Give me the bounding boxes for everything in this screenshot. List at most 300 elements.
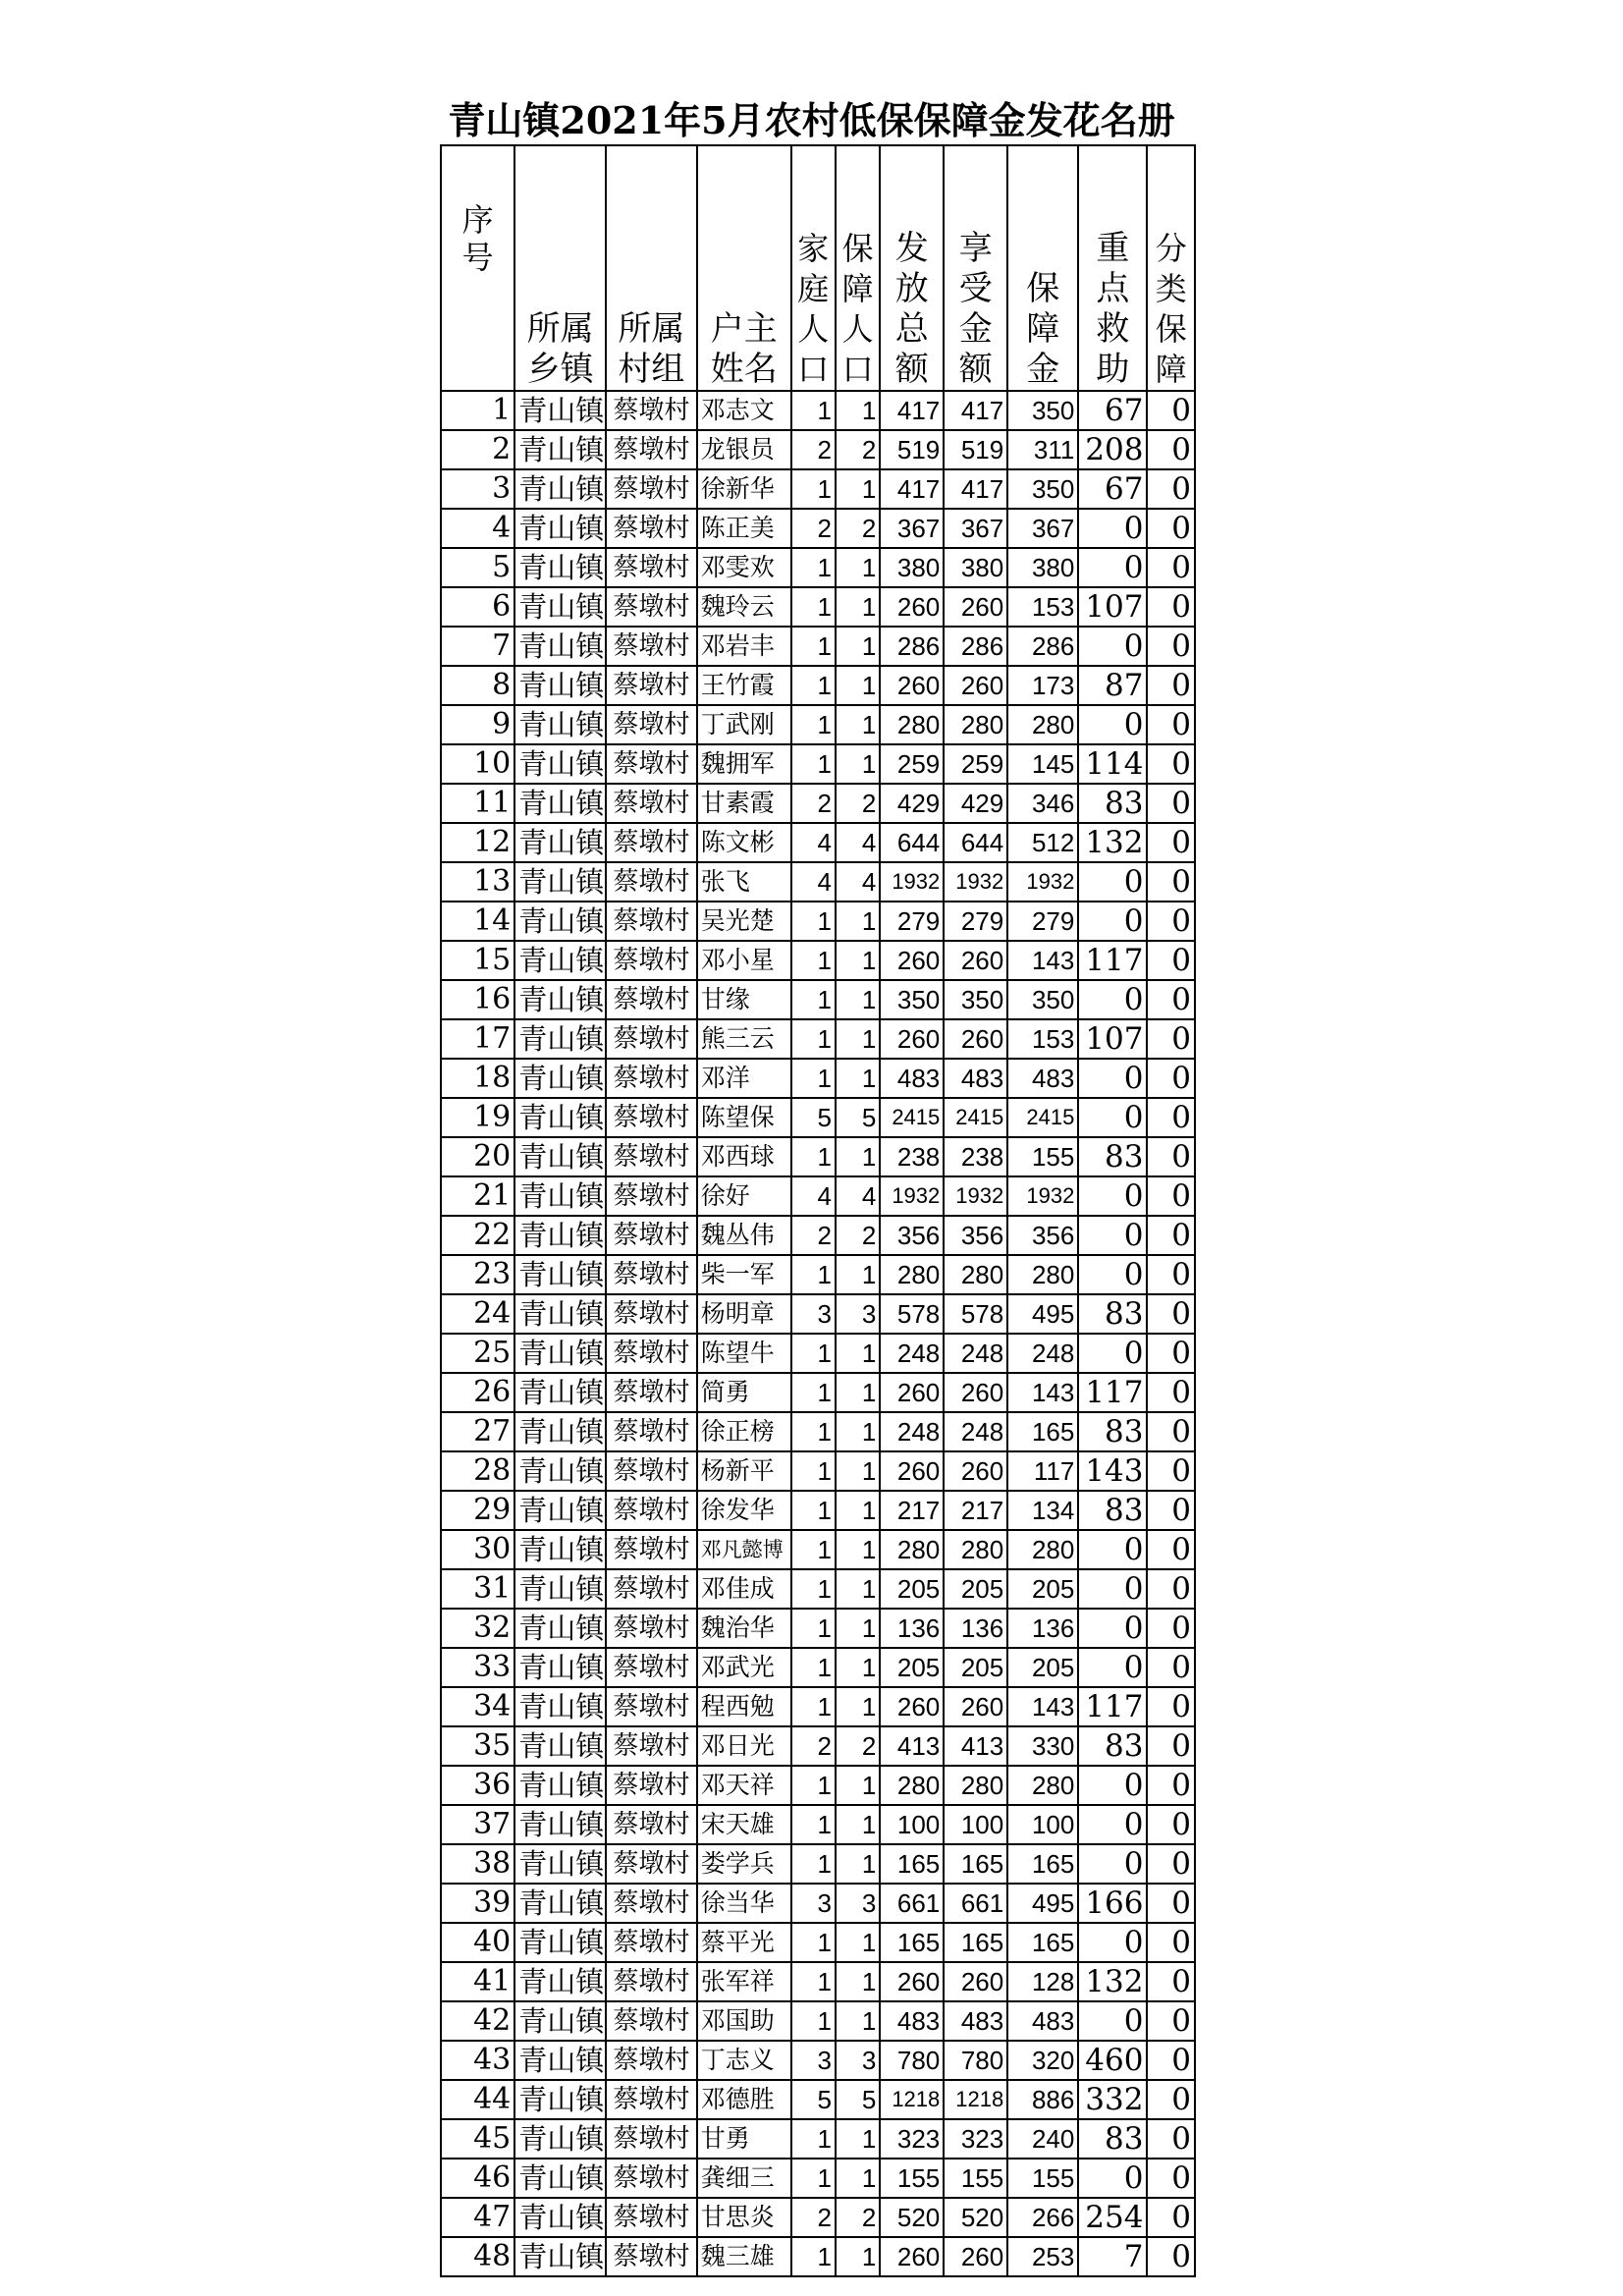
table-row: [441, 469, 1195, 509]
row-head-name: 魏治华: [697, 1609, 791, 1648]
row-town: 青山镇: [514, 666, 606, 705]
row-covered-size: 5: [836, 2080, 880, 2119]
header-key-aid: 重点救助: [1078, 145, 1147, 391]
row-enjoy-amount: 280: [944, 1255, 1007, 1294]
row-family-size: 2: [791, 430, 836, 469]
row-total-amount: 260: [880, 1373, 944, 1412]
row-guarantee: 134: [1007, 1491, 1078, 1530]
row-total-amount: 205: [880, 1569, 944, 1609]
row-key-aid: 0: [1078, 627, 1147, 666]
row-town: 青山镇: [514, 1294, 606, 1334]
row-head-name: 徐正榜: [697, 1412, 791, 1451]
row-village: 蔡墩村: [606, 1412, 697, 1451]
row-guarantee: 495: [1007, 1884, 1078, 1923]
row-category: 0: [1147, 1491, 1195, 1530]
row-enjoy-amount: 280: [944, 1766, 1007, 1805]
row-town: 青山镇: [514, 1884, 606, 1923]
row-family-size: 1: [791, 2001, 836, 2041]
table-row: [441, 587, 1195, 627]
row-head-name: 张军祥: [697, 1962, 791, 2001]
row-covered-size: 1: [836, 469, 880, 509]
row-seq: 32: [441, 1609, 514, 1648]
row-enjoy-amount: 367: [944, 509, 1007, 548]
row-family-size: 1: [791, 1491, 836, 1530]
row-enjoy-amount: 217: [944, 1491, 1007, 1530]
row-enjoy-amount: 205: [944, 1648, 1007, 1687]
header-seq: 序号: [441, 145, 514, 391]
row-village: 蔡墩村: [606, 902, 697, 941]
row-family-size: 1: [791, 1334, 836, 1373]
table-row: [441, 2080, 1195, 2119]
row-category: 0: [1147, 1726, 1195, 1766]
row-key-aid: 0: [1078, 1530, 1147, 1569]
row-total-amount: 417: [880, 391, 944, 430]
row-total-amount: 260: [880, 1451, 944, 1491]
row-covered-size: 1: [836, 1687, 880, 1726]
row-village: 蔡墩村: [606, 2237, 697, 2276]
row-category: 0: [1147, 1766, 1195, 1805]
table-row: [441, 2041, 1195, 2080]
row-total-amount: 260: [880, 2237, 944, 2276]
row-seq: 9: [441, 705, 514, 744]
row-head-name: 徐发华: [697, 1491, 791, 1530]
row-family-size: 1: [791, 1019, 836, 1059]
row-guarantee: 350: [1007, 391, 1078, 430]
row-guarantee: 356: [1007, 1216, 1078, 1255]
row-enjoy-amount: 380: [944, 548, 1007, 587]
row-village: 蔡墩村: [606, 1687, 697, 1726]
row-total-amount: 1932: [880, 862, 944, 902]
row-family-size: 3: [791, 1294, 836, 1334]
row-family-size: 5: [791, 1098, 836, 1137]
row-category: 0: [1147, 1059, 1195, 1098]
row-key-aid: 0: [1078, 1844, 1147, 1884]
row-total-amount: 280: [880, 1766, 944, 1805]
row-head-name: 熊三云: [697, 1019, 791, 1059]
row-guarantee: 280: [1007, 1530, 1078, 1569]
row-total-amount: 323: [880, 2119, 944, 2159]
row-enjoy-amount: 1218: [944, 2080, 1007, 2119]
table-row: [441, 862, 1195, 902]
row-town: 青山镇: [514, 862, 606, 902]
row-village: 蔡墩村: [606, 1255, 697, 1294]
table-row: [441, 1137, 1195, 1176]
row-town: 青山镇: [514, 2159, 606, 2198]
row-total-amount: 248: [880, 1334, 944, 1373]
row-key-aid: 0: [1078, 1176, 1147, 1216]
header-family-size: 家庭人口: [791, 145, 836, 391]
row-covered-size: 3: [836, 1884, 880, 1923]
row-total-amount: 165: [880, 1923, 944, 1962]
row-town: 青山镇: [514, 1805, 606, 1844]
row-key-aid: 107: [1078, 1019, 1147, 1059]
row-town: 青山镇: [514, 2119, 606, 2159]
row-seq: 45: [441, 2119, 514, 2159]
row-key-aid: 87: [1078, 666, 1147, 705]
row-town: 青山镇: [514, 2041, 606, 2080]
table-row: [441, 1216, 1195, 1255]
table-row: [441, 1294, 1195, 1334]
row-guarantee: 483: [1007, 1059, 1078, 1098]
row-village: 蔡墩村: [606, 391, 697, 430]
table-row: [441, 548, 1195, 587]
row-category: 0: [1147, 1569, 1195, 1609]
row-enjoy-amount: 780: [944, 2041, 1007, 2080]
row-enjoy-amount: 155: [944, 2159, 1007, 2198]
row-key-aid: 67: [1078, 469, 1147, 509]
row-covered-size: 1: [836, 744, 880, 784]
row-guarantee: 280: [1007, 1766, 1078, 1805]
row-seq: 37: [441, 1805, 514, 1844]
row-guarantee: 286: [1007, 627, 1078, 666]
row-seq: 33: [441, 1648, 514, 1687]
row-head-name: 邓佳成: [697, 1569, 791, 1609]
row-head-name: 邓德胜: [697, 2080, 791, 2119]
row-enjoy-amount: 205: [944, 1569, 1007, 1609]
row-key-aid: 143: [1078, 1451, 1147, 1491]
row-total-amount: 280: [880, 1530, 944, 1569]
row-town: 青山镇: [514, 2001, 606, 2041]
row-key-aid: 0: [1078, 1923, 1147, 1962]
row-guarantee: 2415: [1007, 1098, 1078, 1137]
row-covered-size: 1: [836, 1491, 880, 1530]
row-category: 0: [1147, 2198, 1195, 2237]
row-enjoy-amount: 1932: [944, 862, 1007, 902]
row-town: 青山镇: [514, 980, 606, 1019]
row-town: 青山镇: [514, 1098, 606, 1137]
row-seq: 46: [441, 2159, 514, 2198]
row-head-name: 陈望保: [697, 1098, 791, 1137]
row-category: 0: [1147, 627, 1195, 666]
row-family-size: 1: [791, 1373, 836, 1412]
row-guarantee: 205: [1007, 1569, 1078, 1609]
table-row: [441, 1569, 1195, 1609]
row-head-name: 徐当华: [697, 1884, 791, 1923]
row-family-size: 1: [791, 1962, 836, 2001]
row-town: 青山镇: [514, 1530, 606, 1569]
row-category: 0: [1147, 941, 1195, 980]
row-head-name: 魏玲云: [697, 587, 791, 627]
row-covered-size: 1: [836, 2119, 880, 2159]
row-category: 0: [1147, 823, 1195, 862]
table-row: [441, 666, 1195, 705]
row-total-amount: 260: [880, 1687, 944, 1726]
row-town: 青山镇: [514, 1609, 606, 1648]
row-category: 0: [1147, 1530, 1195, 1569]
row-covered-size: 1: [836, 1805, 880, 1844]
table-row: [441, 2198, 1195, 2237]
row-key-aid: 0: [1078, 1648, 1147, 1687]
row-guarantee: 279: [1007, 902, 1078, 941]
row-seq: 22: [441, 1216, 514, 1255]
row-seq: 5: [441, 548, 514, 587]
row-total-amount: 155: [880, 2159, 944, 2198]
row-key-aid: 117: [1078, 941, 1147, 980]
row-village: 蔡墩村: [606, 1530, 697, 1569]
row-enjoy-amount: 279: [944, 902, 1007, 941]
row-family-size: 1: [791, 627, 836, 666]
table-row: [441, 1098, 1195, 1137]
row-village: 蔡墩村: [606, 1726, 697, 1766]
row-covered-size: 1: [836, 1923, 880, 1962]
row-town: 青山镇: [514, 391, 606, 430]
row-category: 0: [1147, 1373, 1195, 1412]
header-category: 分类保障: [1147, 145, 1195, 391]
row-head-name: 陈文彬: [697, 823, 791, 862]
header-household-head: 户主姓名: [697, 145, 791, 391]
row-category: 0: [1147, 2001, 1195, 2041]
row-covered-size: 1: [836, 1844, 880, 1884]
row-total-amount: 644: [880, 823, 944, 862]
table-row: [441, 1373, 1195, 1412]
table-row: [441, 902, 1195, 941]
row-family-size: 2: [791, 784, 836, 823]
row-category: 0: [1147, 430, 1195, 469]
row-head-name: 邓凡懿博: [697, 1530, 791, 1569]
row-village: 蔡墩村: [606, 666, 697, 705]
row-seq: 10: [441, 744, 514, 784]
row-head-name: 魏丛伟: [697, 1216, 791, 1255]
row-key-aid: 0: [1078, 2159, 1147, 2198]
row-key-aid: 117: [1078, 1373, 1147, 1412]
row-covered-size: 1: [836, 1137, 880, 1176]
row-category: 0: [1147, 469, 1195, 509]
document-title: 青山镇2021年5月农村低保保障金发花名册: [448, 98, 1175, 142]
table-row: [441, 1766, 1195, 1805]
row-covered-size: 1: [836, 1766, 880, 1805]
row-guarantee: 280: [1007, 705, 1078, 744]
row-guarantee: 320: [1007, 2041, 1078, 2080]
row-town: 青山镇: [514, 2237, 606, 2276]
table-row: [441, 1648, 1195, 1687]
row-seq: 8: [441, 666, 514, 705]
row-enjoy-amount: 2415: [944, 1098, 1007, 1137]
row-head-name: 龚细三: [697, 2159, 791, 2198]
row-family-size: 1: [791, 1451, 836, 1491]
row-town: 青山镇: [514, 509, 606, 548]
row-family-size: 3: [791, 2041, 836, 2080]
row-village: 蔡墩村: [606, 1019, 697, 1059]
row-family-size: 1: [791, 980, 836, 1019]
row-town: 青山镇: [514, 469, 606, 509]
table-row: [441, 2001, 1195, 2041]
table-row: [441, 1962, 1195, 2001]
table-row: [441, 1530, 1195, 1569]
row-total-amount: 483: [880, 1059, 944, 1098]
row-village: 蔡墩村: [606, 1059, 697, 1098]
header-guarantee: 保障金: [1007, 145, 1078, 391]
table-row: [441, 1059, 1195, 1098]
row-covered-size: 1: [836, 1334, 880, 1373]
row-seq: 16: [441, 980, 514, 1019]
row-village: 蔡墩村: [606, 1491, 697, 1530]
row-covered-size: 1: [836, 1412, 880, 1451]
row-enjoy-amount: 136: [944, 1609, 1007, 1648]
row-total-amount: 429: [880, 784, 944, 823]
row-category: 0: [1147, 2119, 1195, 2159]
row-total-amount: 205: [880, 1648, 944, 1687]
row-covered-size: 1: [836, 1059, 880, 1098]
row-town: 青山镇: [514, 705, 606, 744]
row-enjoy-amount: 260: [944, 1451, 1007, 1491]
table-row: [441, 823, 1195, 862]
row-covered-size: 1: [836, 587, 880, 627]
row-guarantee: 155: [1007, 1137, 1078, 1176]
row-guarantee: 253: [1007, 2237, 1078, 2276]
table-row: [441, 1609, 1195, 1648]
table-row: [441, 1451, 1195, 1491]
row-village: 蔡墩村: [606, 627, 697, 666]
row-guarantee: 495: [1007, 1294, 1078, 1334]
row-guarantee: 100: [1007, 1805, 1078, 1844]
row-enjoy-amount: 260: [944, 941, 1007, 980]
row-town: 青山镇: [514, 744, 606, 784]
row-seq: 44: [441, 2080, 514, 2119]
row-enjoy-amount: 286: [944, 627, 1007, 666]
row-head-name: 甘勇: [697, 2119, 791, 2159]
row-head-name: 杨新平: [697, 1451, 791, 1491]
row-family-size: 1: [791, 391, 836, 430]
row-village: 蔡墩村: [606, 941, 697, 980]
row-enjoy-amount: 483: [944, 1059, 1007, 1098]
row-category: 0: [1147, 1805, 1195, 1844]
row-town: 青山镇: [514, 548, 606, 587]
table-row: [441, 1884, 1195, 1923]
row-key-aid: 0: [1078, 1334, 1147, 1373]
row-covered-size: 1: [836, 902, 880, 941]
row-head-name: 蔡平光: [697, 1923, 791, 1962]
table-row: [441, 941, 1195, 980]
table-row: [441, 2119, 1195, 2159]
row-seq: 48: [441, 2237, 514, 2276]
row-covered-size: 2: [836, 784, 880, 823]
row-category: 0: [1147, 1176, 1195, 1216]
row-family-size: 2: [791, 509, 836, 548]
row-town: 青山镇: [514, 430, 606, 469]
row-guarantee: 153: [1007, 587, 1078, 627]
row-family-size: 2: [791, 1216, 836, 1255]
row-category: 0: [1147, 902, 1195, 941]
row-head-name: 徐新华: [697, 469, 791, 509]
row-family-size: 1: [791, 1687, 836, 1726]
row-family-size: 5: [791, 2080, 836, 2119]
row-seq: 17: [441, 1019, 514, 1059]
row-total-amount: 520: [880, 2198, 944, 2237]
row-covered-size: 1: [836, 1648, 880, 1687]
row-enjoy-amount: 280: [944, 705, 1007, 744]
row-covered-size: 2: [836, 509, 880, 548]
row-category: 0: [1147, 2237, 1195, 2276]
row-covered-size: 1: [836, 705, 880, 744]
row-category: 0: [1147, 1648, 1195, 1687]
row-village: 蔡墩村: [606, 1373, 697, 1412]
header-town: 所属乡镇: [514, 145, 606, 391]
allowance-roster-table: [440, 144, 1196, 2277]
row-total-amount: 413: [880, 1726, 944, 1766]
row-family-size: 2: [791, 1726, 836, 1766]
table-row: [441, 980, 1195, 1019]
row-seq: 38: [441, 1844, 514, 1884]
row-key-aid: 0: [1078, 1569, 1147, 1609]
row-family-size: 1: [791, 1255, 836, 1294]
row-category: 0: [1147, 1019, 1195, 1059]
row-seq: 28: [441, 1451, 514, 1491]
row-family-size: 1: [791, 1805, 836, 1844]
row-covered-size: 1: [836, 1255, 880, 1294]
row-family-size: 1: [791, 548, 836, 587]
row-guarantee: 153: [1007, 1019, 1078, 1059]
row-family-size: 1: [791, 1569, 836, 1609]
row-total-amount: 260: [880, 941, 944, 980]
row-family-size: 4: [791, 862, 836, 902]
row-town: 青山镇: [514, 1373, 606, 1412]
row-category: 0: [1147, 1844, 1195, 1884]
row-seq: 19: [441, 1098, 514, 1137]
row-covered-size: 3: [836, 1294, 880, 1334]
row-village: 蔡墩村: [606, 1923, 697, 1962]
row-town: 青山镇: [514, 1019, 606, 1059]
row-head-name: 程西勉: [697, 1687, 791, 1726]
row-village: 蔡墩村: [606, 980, 697, 1019]
row-category: 0: [1147, 509, 1195, 548]
row-head-name: 陈望牛: [697, 1334, 791, 1373]
row-family-size: 1: [791, 744, 836, 784]
row-key-aid: 83: [1078, 784, 1147, 823]
table-row: [441, 1687, 1195, 1726]
row-head-name: 邓日光: [697, 1726, 791, 1766]
row-family-size: 3: [791, 1884, 836, 1923]
table-row: [441, 627, 1195, 666]
row-key-aid: 0: [1078, 1766, 1147, 1805]
row-guarantee: 145: [1007, 744, 1078, 784]
row-guarantee: 143: [1007, 1687, 1078, 1726]
row-town: 青山镇: [514, 1962, 606, 2001]
row-guarantee: 143: [1007, 941, 1078, 980]
header-covered-size: 保障人口: [836, 145, 880, 391]
row-guarantee: 165: [1007, 1412, 1078, 1451]
row-total-amount: 519: [880, 430, 944, 469]
row-family-size: 1: [791, 1648, 836, 1687]
row-guarantee: 165: [1007, 1923, 1078, 1962]
row-enjoy-amount: 280: [944, 1530, 1007, 1569]
row-family-size: 1: [791, 1923, 836, 1962]
row-enjoy-amount: 519: [944, 430, 1007, 469]
row-village: 蔡墩村: [606, 1648, 697, 1687]
row-seq: 25: [441, 1334, 514, 1373]
row-category: 0: [1147, 1137, 1195, 1176]
row-family-size: 1: [791, 1412, 836, 1451]
row-head-name: 邓小星: [697, 941, 791, 980]
row-total-amount: 1218: [880, 2080, 944, 2119]
row-key-aid: 83: [1078, 1726, 1147, 1766]
row-village: 蔡墩村: [606, 1962, 697, 2001]
row-guarantee: 143: [1007, 1373, 1078, 1412]
row-village: 蔡墩村: [606, 1569, 697, 1609]
row-village: 蔡墩村: [606, 744, 697, 784]
row-guarantee: 886: [1007, 2080, 1078, 2119]
table-row: [441, 1844, 1195, 1884]
row-total-amount: 350: [880, 980, 944, 1019]
row-enjoy-amount: 356: [944, 1216, 1007, 1255]
row-key-aid: 83: [1078, 1137, 1147, 1176]
row-category: 0: [1147, 1451, 1195, 1491]
table-row: [441, 1726, 1195, 1766]
row-family-size: 4: [791, 823, 836, 862]
row-category: 0: [1147, 1609, 1195, 1648]
table-row: [441, 1412, 1195, 1451]
row-village: 蔡墩村: [606, 2080, 697, 2119]
row-guarantee: 512: [1007, 823, 1078, 862]
